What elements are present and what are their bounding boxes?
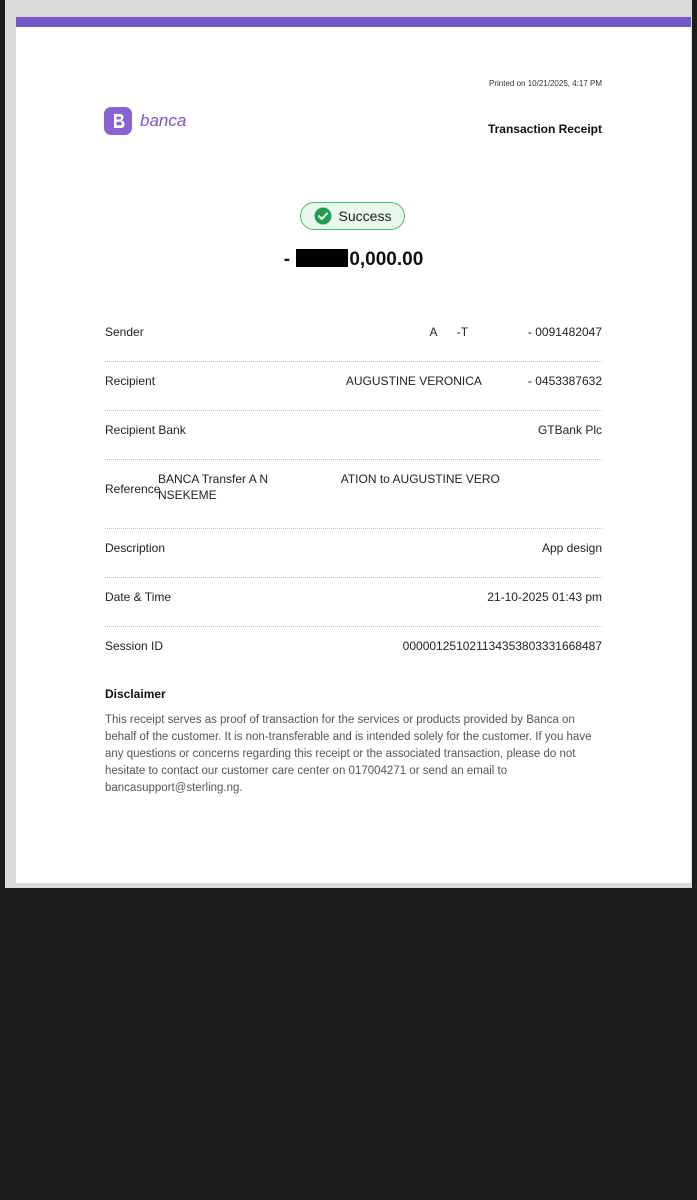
check-badge-icon: [314, 207, 332, 225]
description-value: App design: [541, 541, 602, 555]
recipient-value: AUGUSTINE VERONICA - 0453387632: [345, 374, 602, 388]
brand-name: banca: [140, 111, 187, 130]
transaction-amount: [16, 249, 691, 271]
printed-timestamp: Printed on 10/21/2025, 4:17 PM: [489, 79, 602, 88]
banca-logo-icon: [104, 107, 132, 135]
amount-prefix: -: [283, 249, 296, 270]
description-row: [105, 531, 602, 578]
redaction-block: [296, 249, 348, 267]
disclaimer-title: Disclaimer: [105, 687, 166, 701]
datetime-row: [105, 580, 602, 627]
session-value: 000001251021134353803331668487: [402, 639, 602, 653]
amount-suffix: 0,000.00: [349, 249, 424, 270]
receipt-title: Transaction Receipt: [487, 122, 602, 136]
datetime-label: Date & Time: [105, 590, 172, 604]
recipient-label: Recipient: [105, 374, 156, 388]
disclaimer-text: This receipt serves as proof of transaction for the services or products provided by Banca on behalf of the customer. It is non-transferable and is intended solely for the customer. If you have any questions or concerns regarding this receipt or the associated transaction, please do not hesitate to contact our customer care center on 017004271 or send an email to bancasupport@sterling.ng.: [105, 714, 592, 794]
reference-value: [158, 471, 558, 503]
reference-label: Reference: [105, 482, 161, 496]
recipient-row: [105, 364, 602, 411]
sender-value: A -T - 0091482047: [429, 325, 602, 339]
reference-line-1: BANCA Transfer A N ATION to AUGUSTINE VERO: [158, 472, 500, 486]
description-label: Description: [105, 541, 166, 555]
reference-line-2: NSEKEME: [158, 488, 217, 502]
recipient-bank-row: [105, 413, 602, 460]
sender-label: Sender: [105, 325, 144, 339]
paper-frame: [5, 0, 692, 888]
reference-row: [105, 462, 602, 529]
brand-logo: [104, 107, 186, 135]
sender-row: [105, 315, 602, 362]
receipt-sheet: [16, 17, 691, 883]
session-row: [105, 629, 602, 671]
status-label: Success: [338, 208, 392, 224]
datetime-value: 21-10-2025 01:43 pm: [487, 590, 602, 604]
recipient-bank-value: GTBank Plc: [537, 423, 602, 437]
session-label: Session ID: [105, 639, 164, 653]
recipient-bank-label: Recipient Bank: [105, 423, 186, 437]
status-badge: [300, 202, 405, 230]
